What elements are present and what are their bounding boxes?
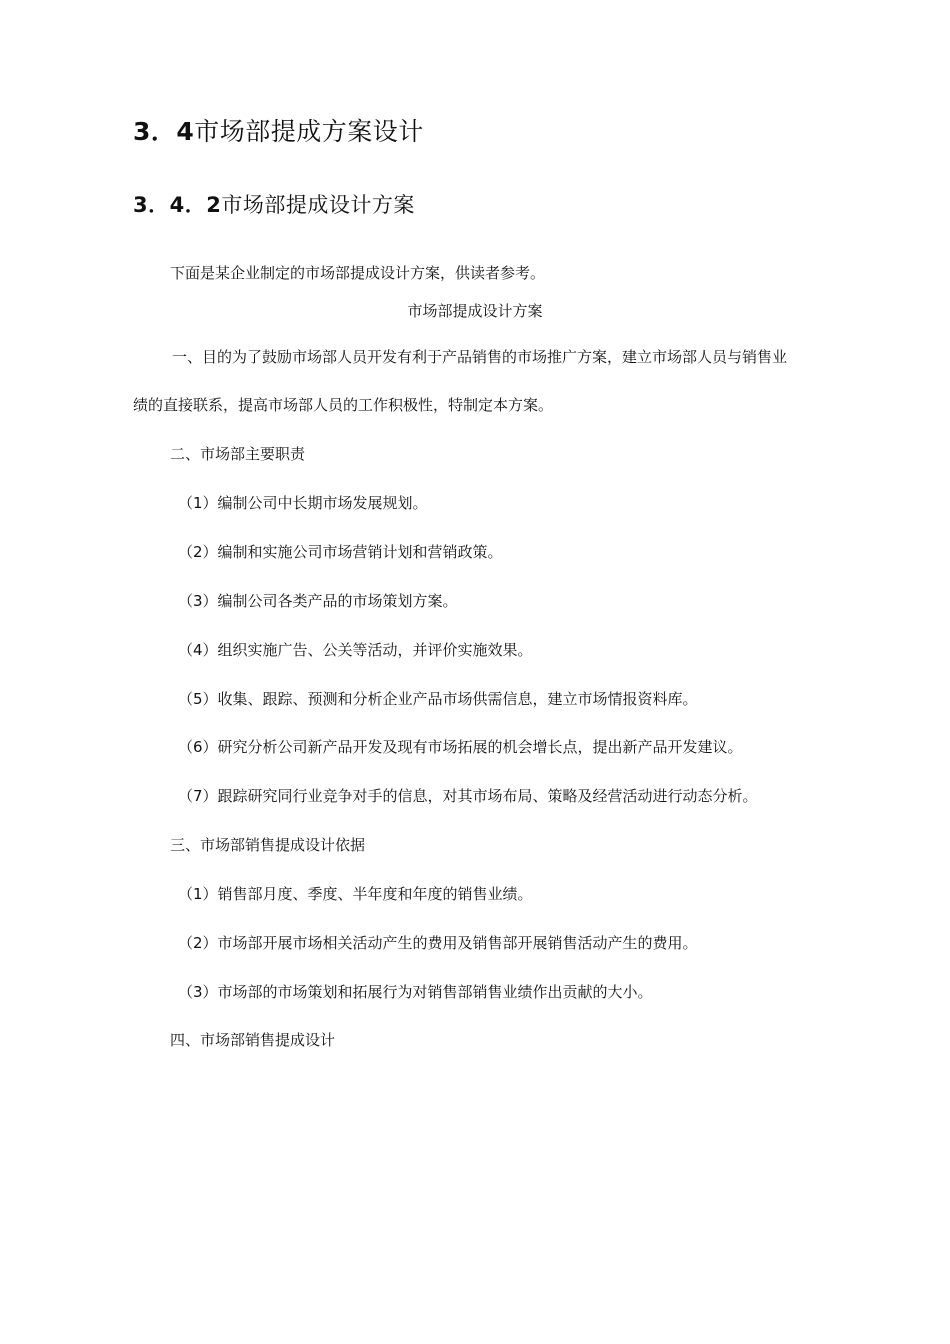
intro-paragraph: 下面是某企业制定的市场部提成设计方案，供读者参考。 [170, 264, 546, 282]
document-title: 市场部提成设计方案 [407, 302, 543, 320]
list-item: （1）销售部月度、季度、半年度和年度的销售业绩。 [178, 885, 533, 903]
list-item: （5）收集、跟踪、预测和分析企业产品市场供需信息，建立市场情报资料库。 [178, 690, 698, 708]
section1-line1: 一、目的为了鼓励市场部人员开发有利于产品销售的市场推广方案，建立市场部人员与销售业 [172, 348, 788, 366]
section2-title: 二、市场部主要职责 [170, 445, 306, 463]
section-heading-3-4 [133, 112, 424, 152]
list-item: （3）市场部的市场策划和拓展行为对销售部销售业绩作出贡献的大小。 [178, 983, 653, 1001]
heading-text: 市场部提成设计方案 [221, 193, 415, 217]
list-item: （7）跟踪研究同行业竞争对手的信息，对其市场布局、策略及经营活动进行动态分析。 [178, 787, 758, 805]
section3-title: 三、市场部销售提成设计依据 [170, 836, 366, 854]
subsection-heading-3-4-2 [133, 188, 415, 222]
list-item: （2）编制和实施公司市场营销计划和营销政策。 [178, 543, 503, 561]
list-item: （6）研究分析公司新产品开发及现有市场拓展的机会增长点，提出新产品开发建议。 [178, 738, 743, 756]
heading-text: 市场部提成方案设计 [194, 117, 424, 146]
list-item: （3）编制公司各类产品的市场策划方案。 [178, 592, 458, 610]
section4-title: 四、市场部销售提成设计 [170, 1031, 336, 1049]
list-item: （4）组织实施广告、公关等活动，并评价实施效果。 [178, 641, 533, 659]
list-item: （2）市场部开展市场相关活动产生的费用及销售部开展销售活动产生的费用。 [178, 934, 698, 952]
section1-line2: 绩的直接联系，提高市场部人员的工作积极性，特制定本方案。 [133, 396, 554, 414]
list-item: （1）编制公司中长期市场发展规划。 [178, 494, 428, 512]
heading-number: 3．4．2 [133, 193, 222, 217]
heading-number: 3．4 [133, 117, 195, 146]
